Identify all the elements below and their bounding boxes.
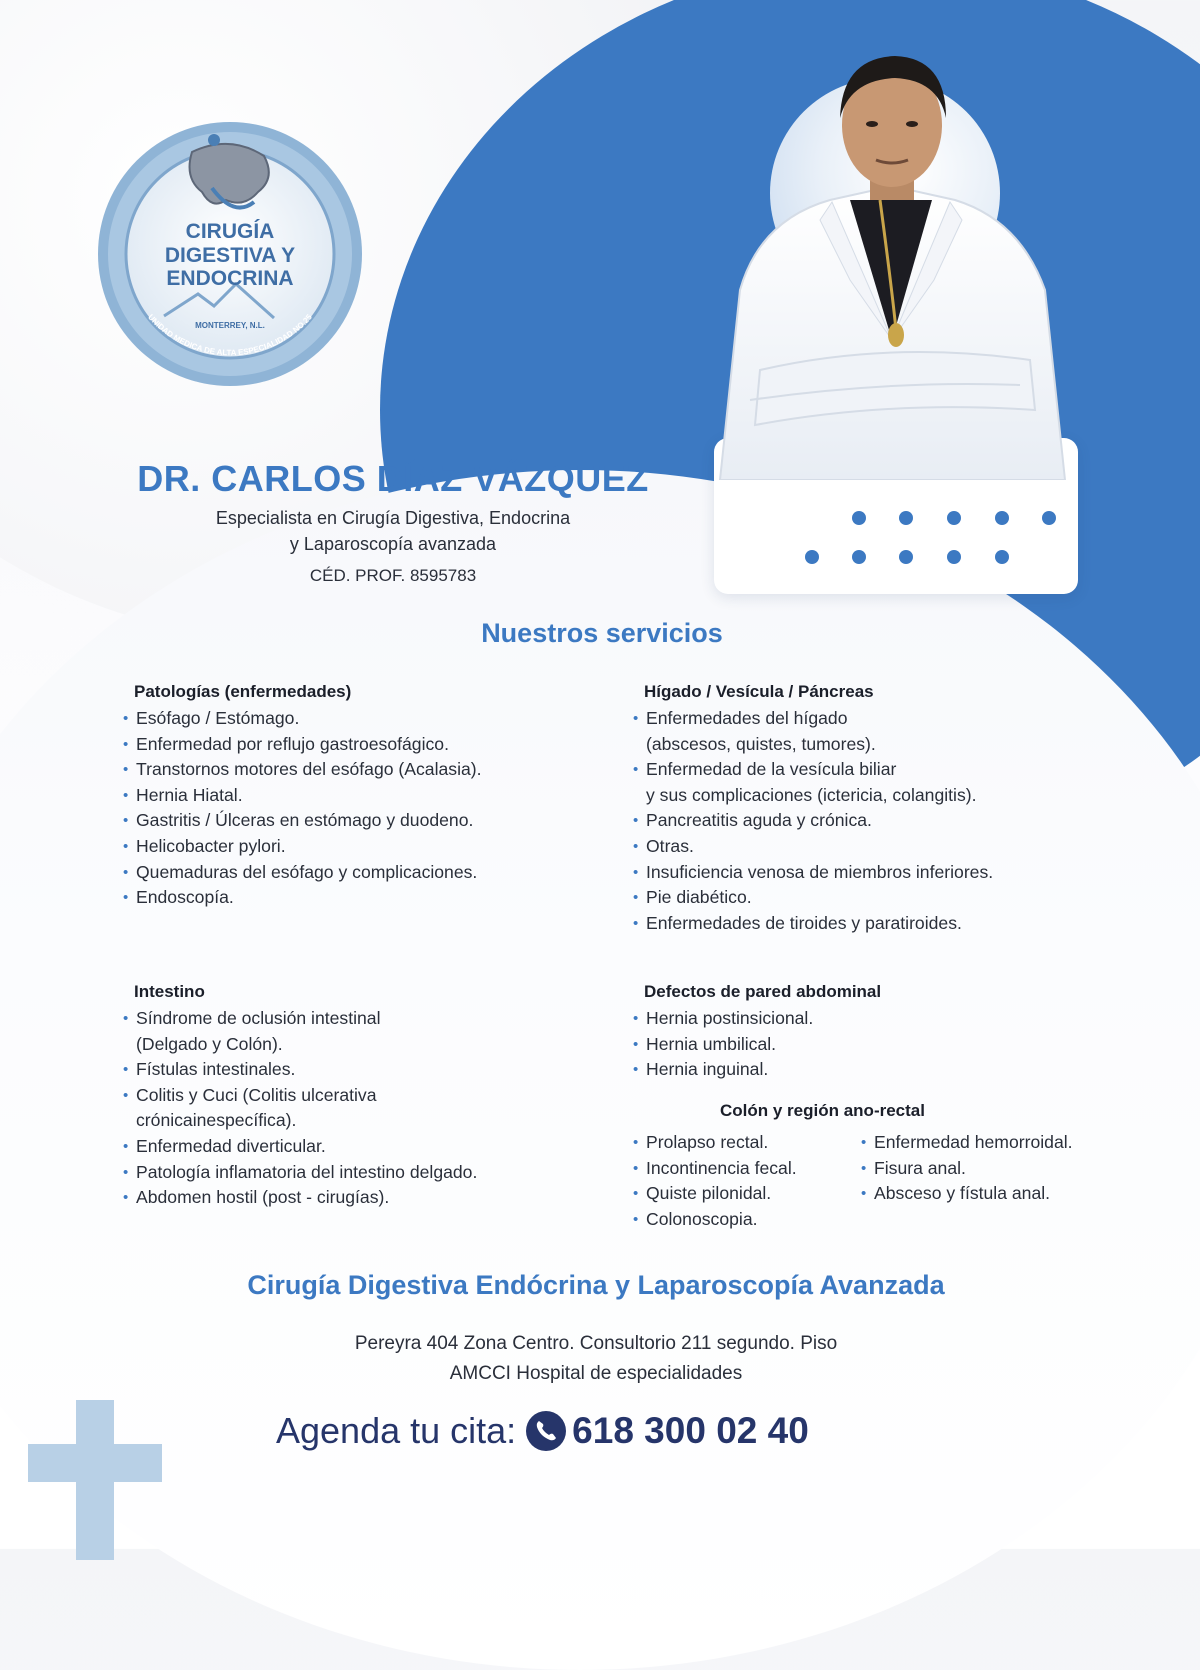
list-item: • Endoscopía. — [122, 885, 482, 911]
list-item: • Colonoscopia. — [632, 1207, 797, 1233]
list-item: (Delgado y Colón). — [136, 1033, 283, 1054]
dot — [1042, 511, 1056, 525]
section-heading-colon: Colón y región ano-rectal — [720, 1101, 925, 1120]
service-list — [122, 706, 482, 911]
logo-ring-text: UNIDAD MEDICA DE ALTA ESPECIALIDAD NO.25 — [146, 312, 314, 358]
section-pared-abdominal — [632, 982, 881, 1083]
service-list — [860, 1130, 1073, 1207]
specialty-line-1: Especialista en Cirugía Digestiva, Endocrina — [215, 508, 571, 528]
list-item: • Hernia Hiatal. — [122, 783, 482, 809]
tagline: Cirugía Digestiva Endócrina y Laparoscopía Avanzada — [247, 1270, 945, 1300]
service-list — [632, 1006, 881, 1083]
address-line-1: Pereyra 404 Zona Centro. Consultorio 211 segundo. Piso — [354, 1333, 838, 1354]
list-item: • Transtornos motores del esófago (Acalasia). — [122, 757, 482, 783]
list-item: • Esófago / Estómago. — [122, 706, 482, 732]
list-item: (abscesos, quistes, tumores). — [646, 733, 876, 754]
list-item: • Hernia inguinal. — [632, 1057, 881, 1083]
address-line-2: AMCCI Hospital de especialidades — [449, 1363, 743, 1384]
list-item: • Enfermedades del hígado — [632, 706, 993, 732]
phone-number[interactable]: 618 300 02 40 — [572, 1410, 809, 1451]
plus-decoration — [28, 1444, 162, 1482]
dot — [995, 550, 1009, 564]
list-item: • Fisura anal. — [860, 1156, 1073, 1182]
list-item: • Hernia umbilical. — [632, 1032, 881, 1058]
service-list — [122, 1006, 477, 1211]
doctor-portrait — [700, 40, 1080, 480]
dot — [805, 550, 819, 564]
list-item: • Síndrome de oclusión intestinal — [122, 1006, 477, 1032]
appointment-cta — [276, 1406, 809, 1456]
dot — [852, 550, 866, 564]
service-list — [632, 706, 993, 936]
list-item: • Fístulas intestinales. — [122, 1057, 477, 1083]
section-intestino — [122, 982, 477, 1211]
dot — [899, 511, 913, 525]
logo-city: MONTERREY, N.L. — [195, 321, 265, 330]
list-item: • Quemaduras del esófago y complicaciones. — [122, 860, 482, 886]
list-item: • Enfermedad hemorroidal. — [860, 1130, 1073, 1156]
section-higado — [632, 682, 993, 936]
section-heading: Defectos de pared abdominal — [644, 982, 882, 1001]
cta-label: Agenda tu cita: — [276, 1410, 517, 1451]
service-list — [632, 1130, 797, 1232]
services-title: Nuestros servicios — [481, 618, 723, 648]
logo-text-line3: ENDOCRINA — [166, 267, 294, 290]
professional-license: CÉD. PROF. 8595783 — [309, 566, 477, 585]
dot — [852, 511, 866, 525]
list-item: • Patología inflamatoria del intestino delgado. — [122, 1160, 477, 1186]
list-item: • Pie diabético. — [632, 885, 993, 911]
dot — [947, 511, 961, 525]
list-item: • Absceso y fístula anal. — [860, 1181, 1073, 1207]
list-item: • Enfermedad de la vesícula biliar — [632, 757, 993, 783]
specialty-line-2: y Laparoscopía avanzada — [289, 534, 497, 554]
section-colon-right — [860, 1130, 1073, 1207]
list-item: • Enfermedad por reflujo gastroesofágico. — [122, 732, 482, 758]
section-heading: Hígado / Vesícula / Páncreas — [644, 682, 874, 701]
list-item: • Enfermedad diverticular. — [122, 1134, 477, 1160]
dot — [947, 550, 961, 564]
doctor-name: DR. CARLOS DÍAZ VÁZQUEZ — [137, 458, 649, 499]
logo-text-line1: CIRUGÍA — [185, 220, 275, 243]
list-item: y sus complicaciones (ictericia, colangitis). — [646, 784, 977, 805]
list-item: • Otras. — [632, 834, 993, 860]
list-item: • Incontinencia fecal. — [632, 1156, 797, 1182]
list-item: crónicainespecífica). — [136, 1110, 297, 1131]
list-item: • Quiste pilonidal. — [632, 1181, 797, 1207]
phone-icon — [526, 1411, 566, 1451]
section-colon-left — [632, 1130, 797, 1232]
section-patologias — [122, 682, 482, 911]
list-item: • Colitis y Cuci (Colitis ulcerativa — [122, 1083, 477, 1109]
list-item: • Insuficiencia venosa de miembros inferiores. — [632, 860, 993, 886]
list-item: • Prolapso rectal. — [632, 1130, 797, 1156]
section-heading: Intestino — [134, 982, 205, 1001]
dot — [899, 550, 913, 564]
list-item: • Hernia postinsicional. — [632, 1006, 881, 1032]
dot — [995, 511, 1009, 525]
clinic-logo — [94, 118, 366, 390]
list-item: • Pancreatitis aguda y crónica. — [632, 808, 993, 834]
list-item: • Enfermedades de tiroides y paratiroides. — [632, 911, 993, 937]
list-item: • Gastritis / Úlceras en estómago y duodeno. — [122, 808, 482, 834]
list-item: • Abdomen hostil (post - cirugías). — [122, 1185, 477, 1211]
section-heading: Patologías (enfermedades) — [134, 682, 352, 701]
list-item: • Helicobacter pylori. — [122, 834, 482, 860]
logo-text-line2: DIGESTIVA Y — [164, 244, 296, 267]
